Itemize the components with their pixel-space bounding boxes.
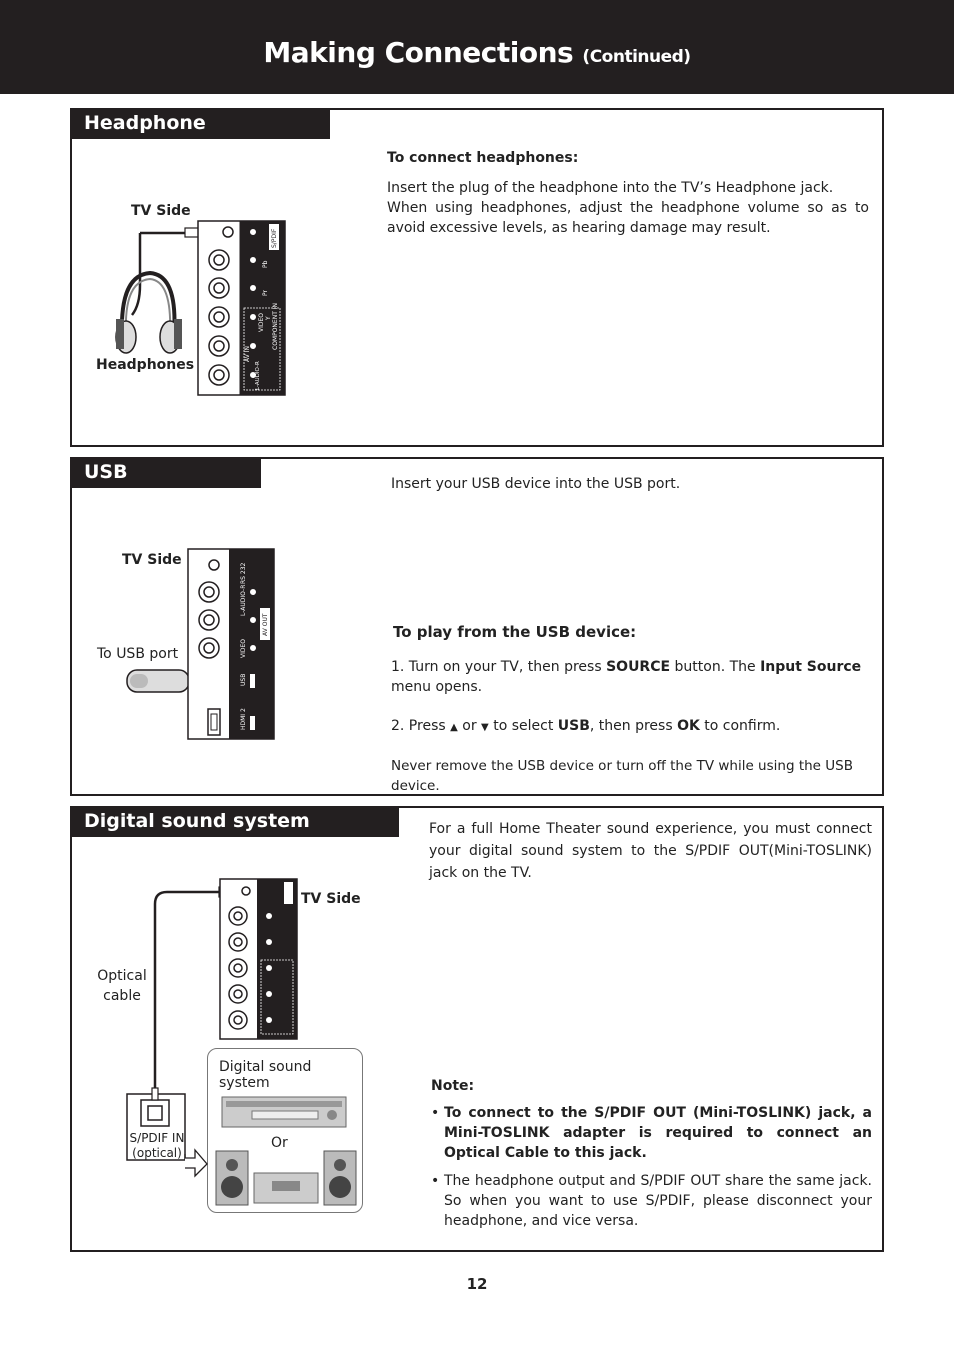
usb-panel-hdmi2-label: HDMI 2 bbox=[240, 708, 247, 730]
panel-audio-label: L-AUDIO-R bbox=[255, 361, 261, 390]
digital-section bbox=[70, 806, 884, 1252]
usb-tv-panel bbox=[187, 548, 275, 740]
usb-section bbox=[70, 457, 884, 796]
usb-section-title: USB connection bbox=[72, 459, 261, 488]
up-arrow-icon: ▲ bbox=[450, 722, 458, 733]
usb-port-label: To USB port bbox=[97, 646, 179, 662]
receiver-icon bbox=[222, 1097, 346, 1129]
usb-panel-avout-label: AV OUT bbox=[262, 613, 269, 636]
panel-component-label: COMPONENT IN bbox=[272, 302, 279, 350]
digital-section-title: Digital sound system connection bbox=[72, 808, 399, 837]
usb-tv-side-label: TV Side bbox=[122, 552, 182, 568]
digital-sound-system-label: Digital sound system bbox=[219, 1059, 312, 1091]
tv-side-panel bbox=[197, 220, 287, 398]
spdif-in-label: S/PDIF IN (optical) bbox=[129, 1131, 185, 1160]
usb-play-heading: To play from the USB device: bbox=[393, 623, 637, 641]
usb-step1: 1. Turn on your TV, then press SOURCE button. The Input Source menu opens. bbox=[391, 659, 862, 695]
down-arrow-icon: ▼ bbox=[481, 722, 489, 733]
page-subtitle: (Continued) bbox=[582, 47, 691, 67]
headphone-text-line1: Insert the plug of the headphone into the TV’s Headphone jack. bbox=[387, 180, 834, 196]
note-item: • The headphone output and S/PDIF OUT share the same jack. So when you want to use S/PDIF, please disconnect your headphone, and vice versa. bbox=[431, 1173, 872, 1229]
home-theater-icon bbox=[216, 1151, 356, 1205]
note-title: Note: bbox=[431, 1078, 475, 1094]
usb-panel-audio-label: L-AUDIO-R bbox=[240, 584, 247, 616]
headphone-section bbox=[70, 108, 884, 447]
note-item: • To connect to the S/PDIF OUT (Mini-TOSLINK) jack, a Mini-TOSLINK adapter is required to connect an Optical Cable to this jack. bbox=[431, 1105, 872, 1161]
digital-intro: For a full Home Theater sound experience, you must connect your digital sound system to the S/PDIF OUT(Mini-TOSLINK) jack on the TV. bbox=[429, 821, 872, 881]
panel-pb-label: Pb bbox=[262, 260, 269, 268]
panel-avin-label: AV IN bbox=[244, 346, 251, 362]
digital-tv-panel bbox=[219, 878, 299, 1041]
usb-panel-video-label: VIDEO bbox=[240, 638, 247, 658]
panel-pr-label: Pr bbox=[262, 290, 269, 296]
headphone-text-line2: When using headphones, adjust the headphone volume so as to avoid excessive levels, as hearing damage may result. bbox=[387, 200, 869, 236]
usb-warning: Never remove the USB device or turn off the TV while using the USB device. bbox=[391, 758, 853, 794]
digital-tv-side-label: TV Side bbox=[301, 891, 361, 907]
usb-panel-rs232-label: RS 232 bbox=[240, 562, 247, 584]
usb-panel-usb-label: USB bbox=[240, 673, 247, 686]
headphone-text bbox=[387, 178, 869, 238]
page-header bbox=[0, 0, 954, 94]
usb-step2: 2. Press ▲ or ▼ to select USB, then press OK to confirm. bbox=[391, 718, 781, 734]
panel-y-label: Y bbox=[265, 316, 272, 320]
page-title: Making Connections (Continued) bbox=[263, 36, 691, 69]
page-number: 12 bbox=[466, 1275, 488, 1293]
panel-spdif-label: S/PDIF bbox=[271, 228, 278, 248]
or-label: Or bbox=[271, 1135, 288, 1151]
digital-sound-system-box bbox=[207, 1048, 363, 1213]
notes-list bbox=[431, 1103, 872, 1239]
usb-intro: Insert your USB device into the USB port. bbox=[391, 476, 681, 492]
headphone-heading: To connect headphones: bbox=[387, 150, 579, 166]
optical-cable-label: Optical cable bbox=[97, 968, 147, 1004]
headphones-label: Headphones bbox=[96, 357, 195, 373]
headphone-section-title: Headphone connection bbox=[72, 110, 330, 139]
headphone-tv-side-label: TV Side bbox=[131, 203, 191, 219]
panel-video-label: VIDEO bbox=[258, 312, 265, 332]
